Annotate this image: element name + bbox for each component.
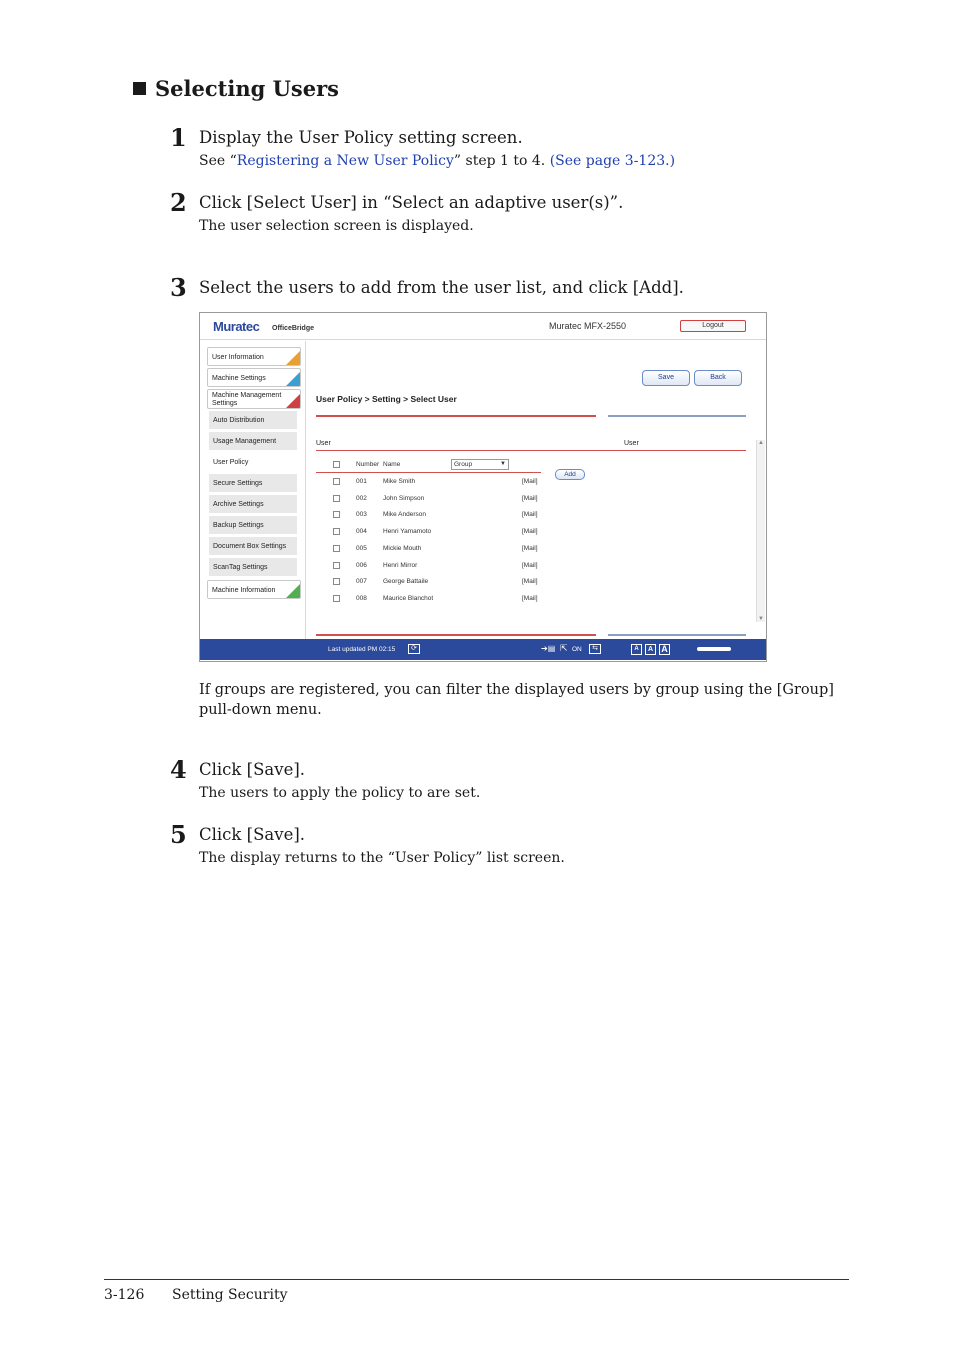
machine-name: Muratec MFX-2550 <box>549 321 627 331</box>
user-mail: [Mail] <box>522 594 538 602</box>
refresh-icon[interactable]: ⟳ <box>408 644 420 654</box>
chevron-down-icon: ▼ <box>500 461 506 467</box>
user-checkbox[interactable] <box>333 578 340 585</box>
scroll-down-icon: ▼ <box>758 616 764 622</box>
top-bar <box>200 313 766 340</box>
user-checkbox[interactable] <box>333 595 340 602</box>
tab-corner-icon <box>285 350 301 366</box>
user-mail: [Mail] <box>522 511 538 519</box>
step-1-number: 1 <box>170 123 187 152</box>
register-policy-link[interactable]: Registering a New User Policy <box>236 153 454 169</box>
sidebar-item-user-policy[interactable]: User Policy <box>209 453 297 472</box>
main-panel <box>307 341 766 639</box>
ui-screenshot <box>199 312 767 662</box>
sidebar-item-machine-settings[interactable]: Machine Settings <box>207 368 301 387</box>
sidebar-item-archive-settings[interactable]: Archive Settings <box>209 495 297 514</box>
tab-corner-icon <box>285 371 301 387</box>
user-checkbox[interactable] <box>333 528 340 535</box>
footer-section: Setting Security <box>172 1287 288 1303</box>
scroll-up-icon: ▲ <box>758 440 764 446</box>
tab-corner-icon <box>285 393 301 409</box>
name-header: Name <box>383 461 401 468</box>
officebridge-logo: OfficeBridge <box>272 325 315 332</box>
user-checkbox[interactable] <box>333 562 340 569</box>
user-number: 006 <box>356 561 367 569</box>
sidebar-item-secure-settings[interactable]: Secure Settings <box>209 474 297 493</box>
sidebar <box>200 341 306 639</box>
user-name: Mike Smith <box>383 478 416 485</box>
on-label: ON <box>572 646 582 653</box>
font-large-button[interactable]: A <box>659 644 670 655</box>
see-page-link[interactable]: (See page 3-123.) <box>549 153 676 169</box>
group-select[interactable]: Group ▼ <box>451 459 509 470</box>
breadcrumb: User Policy > Setting > Select User <box>316 394 457 404</box>
add-button[interactable]: Add <box>555 469 585 480</box>
group-note: If groups are registered, you can filter the displayed users by group using the [Group] pull-down menu. <box>199 682 834 718</box>
divider <box>608 415 746 417</box>
divider <box>316 415 596 417</box>
user-mail: [Mail] <box>522 528 538 536</box>
user-checkbox[interactable] <box>333 495 340 502</box>
user-number: 002 <box>356 494 367 502</box>
swap-icon[interactable]: ⇆ <box>589 644 601 654</box>
status-bar <box>200 639 766 660</box>
logout-button[interactable]: Logout <box>680 320 746 332</box>
step-4-sub: The users to apply the policy to are set. <box>199 785 481 801</box>
muratec-logo: Muratec <box>213 319 260 334</box>
user-number: 003 <box>356 511 367 519</box>
step-2-sub: The user selection screen is displayed. <box>199 218 474 234</box>
user-checkbox[interactable] <box>333 478 340 485</box>
user-checkbox[interactable] <box>333 545 340 552</box>
step-3-number: 3 <box>170 273 187 302</box>
scrollbar[interactable] <box>756 440 765 622</box>
arrow-icon: ➔▤ <box>541 644 556 653</box>
font-medium-button[interactable]: A <box>645 644 656 655</box>
sidebar-item-machine-information[interactable]: Machine Information <box>207 580 301 599</box>
user-mail: [Mail] <box>522 578 538 586</box>
expand-icon[interactable]: ⇱ <box>560 643 568 653</box>
user-mail: [Mail] <box>522 478 538 485</box>
divider <box>608 634 746 636</box>
user-number: 001 <box>356 478 367 485</box>
step-3-text: Select the users to add from the user list, and click [Add]. <box>199 278 684 297</box>
right-column-label: User <box>624 440 639 447</box>
user-name: Mike Anderson <box>383 511 426 519</box>
number-header: Number <box>356 461 380 468</box>
table-row <box>318 491 543 508</box>
step-5-sub: The display returns to the “User Policy” list screen. <box>199 850 565 866</box>
step-1-sub: See “Registering a New User Policy” step 1 to 4. (See page 3-123.) <box>199 153 676 169</box>
table-row <box>318 507 543 524</box>
back-button[interactable]: Back <box>694 370 742 386</box>
user-number: 007 <box>356 578 367 586</box>
user-name: Henri Mirror <box>383 561 418 569</box>
user-mail: [Mail] <box>522 494 538 502</box>
header-rule <box>316 450 746 451</box>
sidebar-item-document-box-settings[interactable]: Document Box Settings <box>209 537 297 556</box>
table-row <box>318 574 543 591</box>
progress-indicator <box>697 647 731 651</box>
user-name: John Simpson <box>383 494 425 502</box>
select-all-checkbox[interactable] <box>333 461 340 468</box>
user-name: Mickie Mouth <box>383 544 422 552</box>
page-number: 3-126 <box>104 1287 145 1303</box>
sidebar-item-machine-management[interactable]: Machine Management Settings <box>207 389 301 409</box>
table-row <box>318 591 543 608</box>
sidebar-item-user-information[interactable]: User Information <box>207 347 301 366</box>
user-name: Maurice Blanchot <box>383 594 434 602</box>
last-updated: Last updated PM 02:15 <box>328 646 396 653</box>
user-number: 008 <box>356 594 367 602</box>
step-5-text: Click [Save]. <box>199 825 306 844</box>
table-row <box>318 541 543 558</box>
sidebar-item-scantag-settings[interactable]: ScanTag Settings <box>209 558 297 577</box>
sidebar-item-auto-distribution[interactable]: Auto Distribution <box>209 411 297 430</box>
step-5-number: 5 <box>170 820 187 849</box>
user-number: 005 <box>356 544 367 552</box>
step-2-number: 2 <box>170 188 187 217</box>
save-button[interactable]: Save <box>642 370 690 386</box>
font-small-button[interactable]: A <box>631 644 642 655</box>
left-column-label: User <box>316 440 331 447</box>
square-bullet-icon <box>133 82 146 95</box>
step-4-number: 4 <box>170 755 187 784</box>
tab-corner-icon <box>285 583 301 599</box>
header-rule <box>316 472 541 473</box>
table-row <box>318 474 543 491</box>
section-title: Selecting Users <box>133 76 339 101</box>
divider <box>316 634 596 636</box>
step-4-text: Click [Save]. <box>199 760 306 779</box>
user-name: Henri Yamamoto <box>383 528 432 536</box>
step-1-text: Display the User Policy setting screen. <box>199 128 523 147</box>
sidebar-item-backup-settings[interactable]: Backup Settings <box>209 516 297 535</box>
user-mail: [Mail] <box>522 561 538 569</box>
user-checkbox[interactable] <box>333 511 340 518</box>
user-name: George Battaile <box>383 578 429 586</box>
user-mail: [Mail] <box>522 544 538 552</box>
table-row <box>318 524 543 541</box>
table-row <box>318 558 543 575</box>
footer-rule <box>104 1279 849 1280</box>
user-number: 004 <box>356 528 367 536</box>
step-2-text: Click [Select User] in “Select an adaptive user(s)”. <box>199 193 624 212</box>
sidebar-item-usage-management[interactable]: Usage Management <box>209 432 297 451</box>
